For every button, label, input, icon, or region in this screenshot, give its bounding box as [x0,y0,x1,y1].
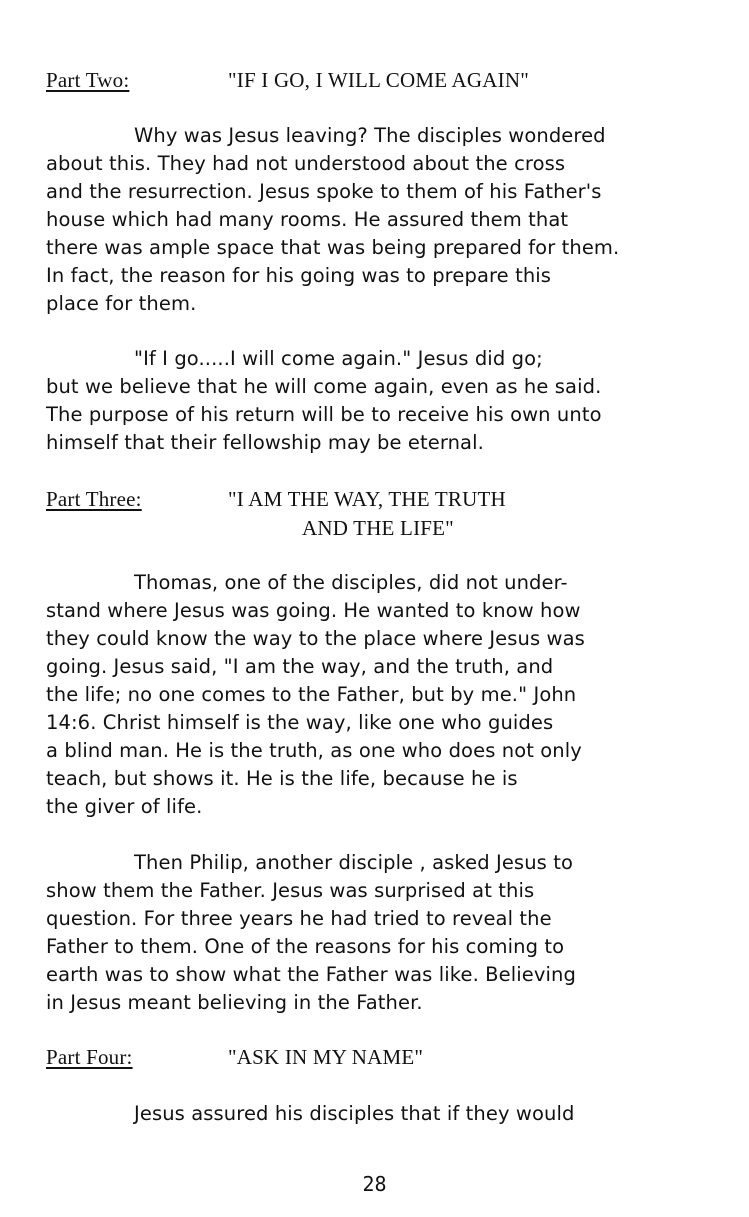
paragraph [46,1100,711,1128]
text-line: going. Jesus said, "I am the way, and the truth, and [46,655,554,678]
text-line: himself that their fellowship may be eternal. [46,431,484,454]
text-line: earth was to show what the Father was like. Believing [46,963,576,986]
text-line: The purpose of his return will be to receive his own unto [46,403,602,426]
paragraph [46,849,711,1017]
page-number: 28 [362,1172,387,1196]
text-line: but we believe that he will come again, even as he said. [46,375,602,398]
text-line: "If I go.....I will come again." Jesus did go; [134,347,543,370]
text-line: the giver of life. [46,795,203,818]
part-title-continued: AND THE LIFE" [302,516,454,540]
text-line: and the resurrection. Jesus spoke to them of his Father's [46,180,602,203]
text-line: Then Philip, another disciple , asked Jesus to [134,851,573,874]
text-line: place for them. [46,292,197,315]
text-line: the life; no one comes to the Father, but by me." John [46,683,577,706]
text-line: Father to them. One of the reasons for his coming to [46,935,565,958]
part-title: "IF I GO, I WILL COME AGAIN" [228,68,529,92]
paragraph [46,345,711,457]
text-line: 14:6. Christ himself is the way, like one who guides [46,711,554,734]
part-title: "ASK IN MY NAME" [228,1045,424,1069]
text-line: Thomas, one of the disciples, did not under- [134,571,568,594]
text-line: they could know the way to the place where Jesus was [46,627,585,650]
part-label: Part Two: [46,68,130,92]
text-line: stand where Jesus was going. He wanted to know how [46,599,581,622]
part-label: Part Three: [46,487,142,511]
part-label: Part Four: [46,1045,133,1069]
text-line: about this. They had not understood about the cross [46,152,566,175]
part-title: "I AM THE WAY, THE TRUTH [228,487,506,511]
text-line: house which had many rooms. He assured them that [46,208,569,231]
text-line: show them the Father. Jesus was surprised at this [46,879,535,902]
paragraph [46,569,711,821]
text-line: In fact, the reason for his going was to prepare this [46,264,552,287]
text-line: question. For three years he had tried to reveal the [46,907,552,930]
text-line: Why was Jesus leaving? The disciples wondered [134,124,606,147]
text-line: in Jesus meant believing in the Father. [46,991,423,1014]
text-line: a blind man. He is the truth, as one who does not only [46,739,582,762]
text-line: teach, but shows it. He is the life, because he is [46,767,518,790]
text-line: Jesus assured his disciples that if they would [134,1102,575,1125]
text-line: there was ample space that was being prepared for them. [46,236,620,259]
paragraph [46,122,711,318]
